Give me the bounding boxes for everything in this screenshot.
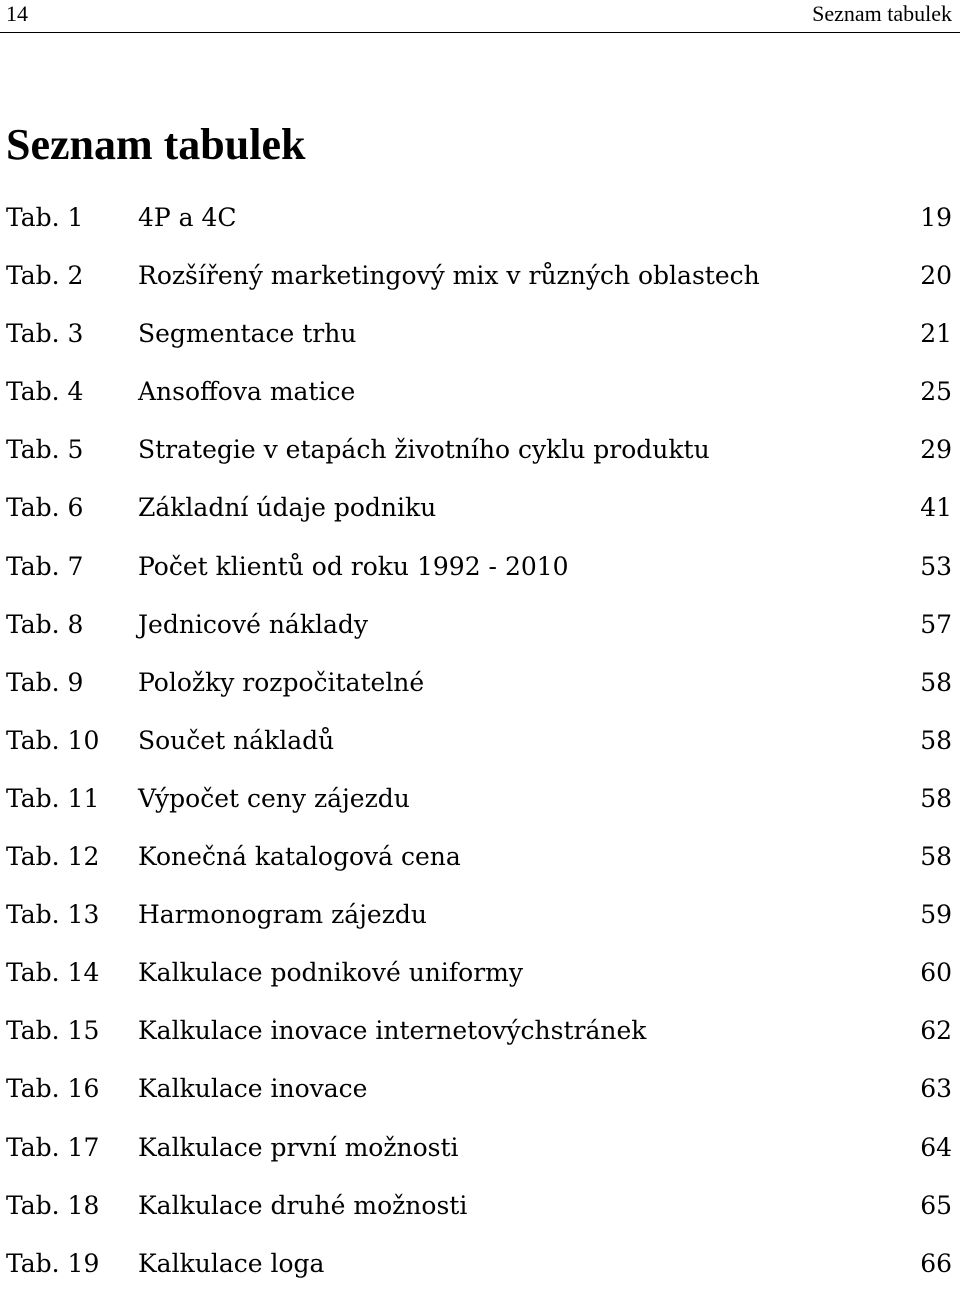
table-list-item[interactable]: [0, 777, 960, 835]
table-label: Tab. 12: [6, 842, 100, 872]
table-list-item[interactable]: [0, 196, 960, 254]
table-page-number: 41: [920, 493, 952, 523]
table-caption: Rozšířený marketingový mix v různých oblastech: [138, 261, 760, 291]
table-caption: Položky rozpočitatelné: [138, 667, 425, 697]
table-label: Tab. 8: [6, 609, 84, 639]
table-list-item[interactable]: [0, 312, 960, 370]
table-label: Tab. 7: [6, 551, 84, 581]
table-list-item[interactable]: [0, 893, 960, 951]
table-label: Tab. 16: [6, 1074, 100, 1104]
table-page-number: 60: [920, 958, 952, 988]
table-page-number: 21: [920, 319, 952, 349]
running-header: [0, 0, 960, 33]
table-caption: Počet klientů od roku 1992 - 2010: [138, 551, 569, 581]
table-label: Tab. 9: [6, 667, 84, 697]
table-label: Tab. 10: [6, 725, 100, 755]
table-label: Tab. 11: [6, 783, 100, 813]
table-list-item[interactable]: [0, 1067, 960, 1125]
table-caption: Kalkulace loga: [138, 1248, 325, 1278]
table-list-item[interactable]: [0, 603, 960, 661]
table-page-number: 58: [920, 842, 952, 872]
table-list-item[interactable]: [0, 428, 960, 486]
table-caption: Harmonogram zájezdu: [138, 900, 427, 930]
table-caption: Kalkulace inovace internetovýchstránek: [138, 1016, 647, 1046]
header-page-number: 14: [6, 1, 28, 26]
table-page-number: 25: [920, 377, 952, 407]
table-page-number: 29: [920, 435, 952, 465]
table-list-item[interactable]: [0, 719, 960, 777]
table-page-number: 58: [920, 725, 952, 755]
table-page-number: 63: [920, 1074, 952, 1104]
table-caption: Segmentace trhu: [138, 319, 357, 349]
table-list-item[interactable]: [0, 1009, 960, 1067]
table-caption: Výpočet ceny zájezdu: [138, 783, 410, 813]
table-label: Tab. 15: [6, 1016, 100, 1046]
table-caption: Kalkulace inovace: [138, 1074, 368, 1104]
table-list-item[interactable]: [0, 370, 960, 428]
table-caption: Základní údaje podniku: [138, 493, 437, 523]
table-page-number: 58: [920, 667, 952, 697]
table-page-number: 64: [920, 1132, 952, 1162]
table-list-item[interactable]: [0, 1126, 960, 1184]
table-list-item[interactable]: [0, 661, 960, 719]
table-caption: Kalkulace druhé možnosti: [138, 1190, 468, 1220]
page-title: Seznam tabulek: [6, 120, 306, 169]
table-label: Tab. 1: [6, 203, 84, 232]
table-page-number: 19: [920, 203, 952, 232]
table-caption: Součet nákladů: [138, 725, 335, 755]
table-caption: Kalkulace podnikové uniformy: [138, 958, 523, 988]
table-list-item[interactable]: [0, 1242, 960, 1300]
table-label: Tab. 2: [6, 261, 84, 291]
table-label: Tab. 14: [6, 958, 100, 988]
table-list-item[interactable]: [0, 835, 960, 893]
header-section-title: Seznam tabulek: [812, 1, 952, 26]
table-page-number: 20: [920, 261, 952, 291]
table-list-item[interactable]: [0, 1184, 960, 1242]
table-page-number: 58: [920, 783, 952, 813]
table-page-number: 65: [920, 1190, 952, 1220]
table-list-item[interactable]: [0, 254, 960, 312]
table-list: [0, 196, 960, 1300]
table-page-number: 57: [920, 609, 952, 639]
table-caption: Ansoffova matice: [138, 377, 356, 407]
table-caption: Kalkulace první možnosti: [138, 1132, 459, 1162]
table-page-number: 62: [920, 1016, 952, 1046]
table-label: Tab. 13: [6, 900, 100, 930]
table-label: Tab. 18: [6, 1190, 100, 1220]
table-caption: Jednicové náklady: [138, 609, 369, 639]
table-label: Tab. 19: [6, 1248, 100, 1278]
table-label: Tab. 17: [6, 1132, 100, 1162]
table-caption: Strategie v etapách životního cyklu produktu: [138, 435, 710, 465]
table-page-number: 53: [920, 551, 952, 581]
table-label: Tab. 3: [6, 319, 84, 349]
table-list-item[interactable]: [0, 951, 960, 1009]
table-label: Tab. 6: [6, 493, 84, 523]
table-label: Tab. 4: [6, 377, 84, 407]
table-page-number: 66: [920, 1248, 952, 1278]
table-list-item[interactable]: [0, 545, 960, 603]
table-page-number: 59: [920, 900, 952, 930]
table-label: Tab. 5: [6, 435, 84, 465]
table-caption: 4P a 4C: [138, 203, 237, 232]
table-list-item[interactable]: [0, 486, 960, 544]
table-caption: Konečná katalogová cena: [138, 842, 461, 872]
